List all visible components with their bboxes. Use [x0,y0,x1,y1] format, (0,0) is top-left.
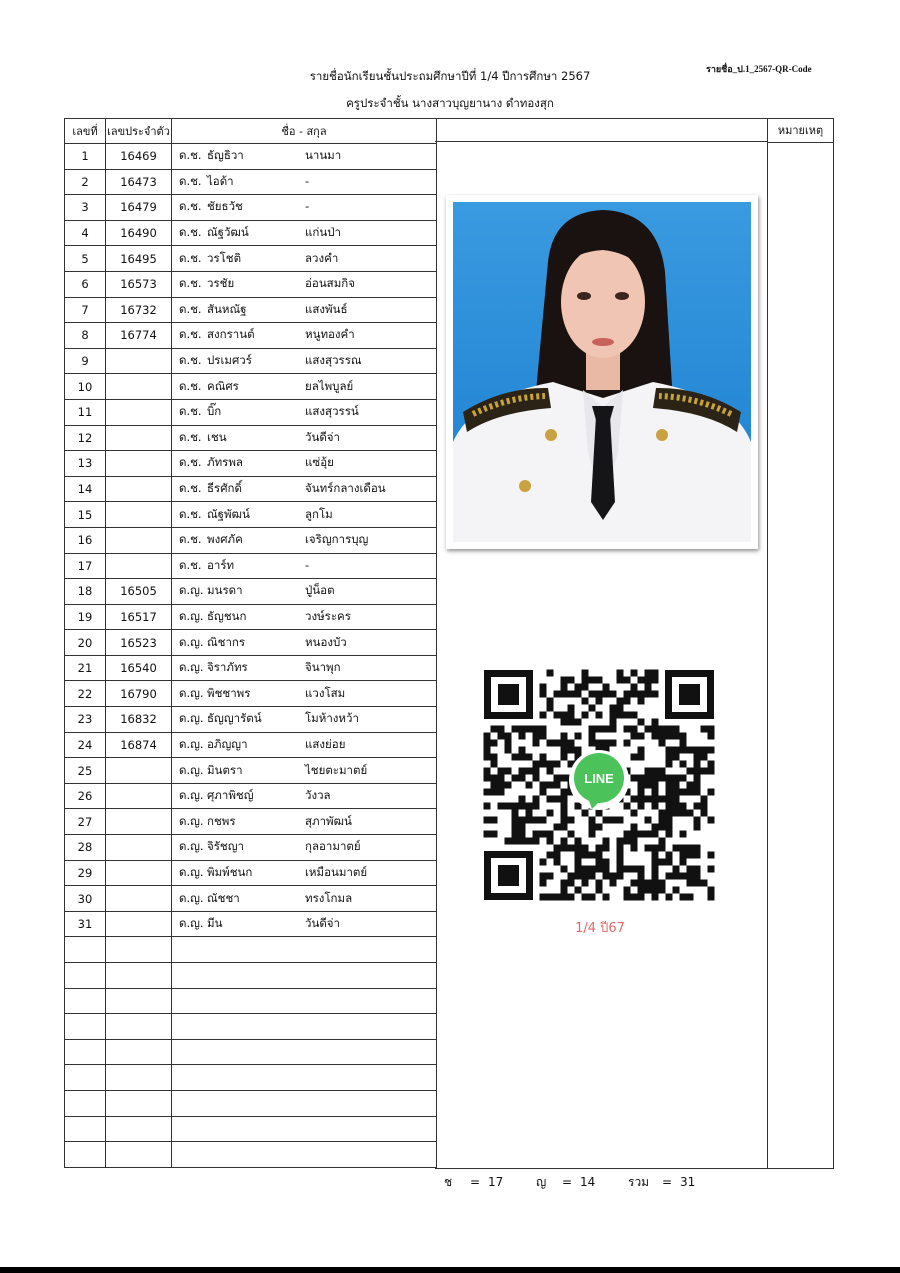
line-qr-code[interactable] [480,666,718,904]
page-bottom-edge [0,1267,900,1273]
student-number: 26 [65,783,106,809]
student-name [172,681,437,707]
name-prefix: ด.ช. [179,327,202,342]
table-row [65,271,437,297]
empty-cell [65,1142,106,1168]
teacher-photo [453,202,751,542]
first-name: บิ๊ก [207,404,222,419]
empty-row [65,937,437,963]
student-id: 16540 [106,655,172,681]
last-name: วันดีจ่า [305,429,340,444]
student-number: 16 [65,527,106,553]
student-id [106,476,172,502]
student-id: 16517 [106,604,172,630]
empty-row [65,963,437,989]
total-count: 31 [680,1175,696,1189]
student-name [172,195,437,221]
student-number: 1 [65,144,106,170]
name-prefix: ด.ญ. [179,660,204,675]
roster-body [65,144,437,1168]
student-number: 18 [65,579,106,605]
student-number: 29 [65,860,106,886]
student-name [172,860,437,886]
student-number: 8 [65,323,106,349]
table-row [65,169,437,195]
name-prefix: ด.ญ. [179,916,204,931]
table-row [65,860,437,886]
student-id [106,835,172,861]
last-name: ทรงโกมล [305,890,353,905]
student-name [172,758,437,784]
empty-cell [65,937,106,963]
student-number: 13 [65,451,106,477]
table-row [65,604,437,630]
header-remark: หมายเหตุ [768,119,833,143]
student-name [172,297,437,323]
student-id: 16732 [106,297,172,323]
student-name [172,246,437,272]
table-row [65,425,437,451]
table-row [65,758,437,784]
empty-cell [172,1014,437,1040]
name-prefix: ด.ช. [179,481,202,496]
last-name: กุลอามาตย์ [305,839,361,854]
student-number: 27 [65,809,106,835]
student-name [172,732,437,758]
first-name: ณัฐพัฒน์ [207,506,250,521]
equals-sign: = [561,1175,573,1189]
first-name: ศุภาพิชญ์ [207,788,254,803]
empty-row [65,988,437,1014]
table-row [65,911,437,937]
student-number: 7 [65,297,106,323]
student-number: 5 [65,246,106,272]
student-number: 6 [65,271,106,297]
student-name [172,886,437,912]
first-name: มินตรา [207,762,243,777]
student-name [172,707,437,733]
first-name: อาร์ท [207,557,235,572]
student-id [106,399,172,425]
empty-cell [172,1065,437,1091]
empty-cell [172,963,437,989]
last-name: อ่อนสมกิจ [305,276,355,291]
student-id [106,374,172,400]
student-name [172,374,437,400]
student-name [172,399,437,425]
student-id: 16490 [106,220,172,246]
last-name: ลูกโม [305,506,333,521]
table-row [65,527,437,553]
student-id: 16479 [106,195,172,221]
name-prefix: ด.ช. [179,225,202,240]
last-name: ไชยตะมาตย์ [305,762,368,777]
first-name: คณิศร [207,378,239,393]
empty-cell [106,1014,172,1040]
last-name: - [305,173,310,188]
student-number: 24 [65,732,106,758]
first-name: พงศภัค [207,532,243,547]
student-id [106,886,172,912]
student-name [172,271,437,297]
empty-cell [106,988,172,1014]
empty-cell [65,1090,106,1116]
student-id: 16573 [106,271,172,297]
student-name [172,527,437,553]
last-name: วังวล [305,788,331,803]
student-number: 23 [65,707,106,733]
name-prefix: ด.ญ. [179,634,204,649]
student-name [172,502,437,528]
student-id [106,348,172,374]
student-id: 16774 [106,323,172,349]
name-prefix: ด.ญ. [179,788,204,803]
empty-cell [172,1116,437,1142]
empty-cell [172,1090,437,1116]
first-name: ไอด้า [207,173,234,188]
table-row [65,195,437,221]
first-name: ธัญธิวา [207,148,244,163]
first-name: สันหณัฐ [207,301,247,316]
name-prefix: ด.ช. [179,455,202,470]
student-number: 19 [65,604,106,630]
table-row [65,399,437,425]
empty-cell [106,1065,172,1091]
student-number: 10 [65,374,106,400]
student-id [106,911,172,937]
first-name: ธีรศักดิ์ [207,481,242,496]
header-name: ชื่อ - สกุล [172,119,437,144]
student-number: 20 [65,630,106,656]
header-number: เลขที่ [65,119,106,144]
table-row [65,783,437,809]
empty-row [65,1039,437,1065]
student-name [172,451,437,477]
page-title: รายชื่อนักเรียนชั้นประถมศึกษาปีที่ 1/4 ปีการศึกษา 2567 [309,69,591,83]
table-row [65,502,437,528]
table-row [65,707,437,733]
qr-caption: 1/4 ปี67 [575,921,625,936]
name-prefix: ด.ช. [179,378,202,393]
last-name: แวงโสม [305,685,346,700]
empty-cell [106,937,172,963]
last-name: หนองบัว [305,634,347,649]
first-name: พิชชาพร [207,685,251,700]
name-prefix: ด.ช. [179,429,202,444]
student-id: 16505 [106,579,172,605]
table-row [65,835,437,861]
last-name: สุภาพัฒน์ [305,813,352,828]
first-name: อภิญญา [207,736,248,751]
student-number: 11 [65,399,106,425]
last-name: ปู่น็อต [305,583,335,598]
first-name: กชพร [207,813,236,828]
student-id [106,809,172,835]
student-number: 30 [65,886,106,912]
student-number: 22 [65,681,106,707]
male-label: ช [444,1175,453,1189]
last-name: ยลไพบูลย์ [305,378,354,393]
name-prefix: ด.ช. [179,276,202,291]
header-student-id: เลขประจำตัว [106,119,172,144]
last-name: จันทร์กลางเดือน [305,481,386,496]
last-name: โมห้างหว้า [305,711,359,726]
first-name: วรชัย [207,276,235,291]
student-name [172,911,437,937]
first-name: ณัชชา [207,890,240,905]
name-prefix: ด.ญ. [179,839,204,854]
last-name: - [305,199,310,214]
last-name: - [305,557,310,572]
student-id [106,451,172,477]
empty-row [65,1142,437,1168]
student-name [172,809,437,835]
student-number: 3 [65,195,106,221]
first-name: ณิชากร [207,634,246,649]
student-name [172,169,437,195]
table-row [65,374,437,400]
student-number: 31 [65,911,106,937]
first-name: สงกรานต์ [207,327,255,342]
table-row [65,630,437,656]
first-name: เชน [207,429,227,444]
name-prefix: ด.ช. [179,404,202,419]
empty-cell [65,1116,106,1142]
student-number: 17 [65,553,106,579]
table-header-row [65,119,437,144]
name-prefix: ด.ญ. [179,864,204,879]
document-code: รายชื่อ_ป.1_2567-QR-Code [706,64,812,74]
table-row [65,220,437,246]
first-name: วรโชติ [207,250,242,265]
last-name: นานมา [305,148,342,163]
teacher-photo-frame [446,195,758,549]
student-name [172,553,437,579]
student-totals [444,1173,728,1192]
last-name: แก่นป่า [305,225,341,240]
student-id: 16832 [106,707,172,733]
last-name: แสงย่อย [305,736,346,751]
name-prefix: ด.ญ. [179,711,204,726]
student-name [172,579,437,605]
first-name: ชัยธวัช [207,199,243,214]
empty-cell [65,1065,106,1091]
table-row [65,681,437,707]
female-count: 14 [580,1175,596,1189]
name-prefix: ด.ช. [179,532,202,547]
table-row [65,451,437,477]
empty-row [65,1090,437,1116]
student-id [106,527,172,553]
remark-column [767,118,834,1169]
student-id: 16495 [106,246,172,272]
total-label: รวม [628,1175,650,1189]
student-id [106,553,172,579]
student-number: 9 [65,348,106,374]
name-prefix: ด.ช. [179,148,202,163]
last-name: วันดีจ่า [305,916,340,931]
student-id: 16523 [106,630,172,656]
student-name [172,655,437,681]
first-name: ภัทรพล [207,455,243,470]
student-number: 15 [65,502,106,528]
student-id: 16874 [106,732,172,758]
last-name: แสงพันธ์ [305,301,348,316]
name-prefix: ด.ญ. [179,685,204,700]
empty-cell [65,963,106,989]
name-prefix: ด.ช. [179,353,202,368]
student-name [172,783,437,809]
empty-cell [65,1039,106,1065]
equals-sign: = [469,1175,481,1189]
name-prefix: ด.ช. [179,250,202,265]
female-label: ญ [536,1175,547,1189]
table-row [65,323,437,349]
empty-cell [106,1116,172,1142]
name-prefix: ด.ช. [179,301,202,316]
student-id [106,502,172,528]
first-name: ปรเมศวร์ [207,353,252,368]
table-row [65,886,437,912]
student-number: 4 [65,220,106,246]
student-id [106,860,172,886]
homeroom-teacher: ครูประจำชั้น นางสาวบุญยานาง ดำทองสุก [346,96,554,110]
student-name [172,835,437,861]
first-name: มีน [207,916,223,931]
table-row [65,553,437,579]
student-name [172,220,437,246]
equals-sign: = [661,1175,673,1189]
name-prefix: ด.ญ. [179,762,204,777]
student-number: 28 [65,835,106,861]
student-number: 2 [65,169,106,195]
table-row [65,297,437,323]
name-prefix: ด.ช. [179,506,202,521]
first-name: จิรัชญา [207,839,244,854]
student-id [106,783,172,809]
empty-cell [172,1142,437,1168]
svg-text:LINE: LINE [584,771,614,786]
student-name [172,144,437,170]
student-name [172,348,437,374]
empty-row [65,1116,437,1142]
table-row [65,144,437,170]
empty-cell [106,1142,172,1168]
name-prefix: ด.ญ. [179,813,204,828]
table-row [65,348,437,374]
first-name: ธัญญารัตน์ [207,711,262,726]
last-name: วงษ์ระคร [305,608,351,623]
student-roster-table [64,118,437,1168]
student-number: 21 [65,655,106,681]
empty-cell [172,937,437,963]
student-id [106,758,172,784]
last-name: จินาพุก [305,660,341,675]
empty-cell [106,1039,172,1065]
empty-row [65,1065,437,1091]
empty-cell [172,1039,437,1065]
empty-row [65,1014,437,1040]
student-name [172,604,437,630]
last-name: แสงสุวรรณ [305,353,362,368]
last-name: ลวงคำ [305,250,339,265]
student-name [172,630,437,656]
name-prefix: ด.ช. [179,557,202,572]
last-name: แสงสุวรรน์ [305,404,359,419]
student-number: 25 [65,758,106,784]
student-id [106,425,172,451]
name-prefix: ด.ญ. [179,608,204,623]
first-name: พิมพ์ชนก [207,864,253,879]
student-name [172,476,437,502]
empty-cell [65,1014,106,1040]
last-name: หนูทองคำ [305,327,355,342]
empty-cell [106,1090,172,1116]
first-name: มนรดา [207,583,243,598]
table-row [65,732,437,758]
student-id: 16473 [106,169,172,195]
name-prefix: ด.ญ. [179,583,204,598]
first-name: ธัญชนก [207,608,247,623]
table-row [65,809,437,835]
student-number: 14 [65,476,106,502]
student-number: 12 [65,425,106,451]
last-name: เจริญการบุญ [305,532,369,547]
empty-cell [65,988,106,1014]
student-name [172,425,437,451]
name-prefix: ด.ช. [179,199,202,214]
student-id: 16469 [106,144,172,170]
name-prefix: ด.ช. [179,173,202,188]
first-name: จิราภัทร [207,660,248,675]
table-row [65,246,437,272]
name-prefix: ด.ญ. [179,890,204,905]
last-name: เหมือนมาตย์ [305,864,368,879]
first-name: ณัฐวัฒน์ [207,225,249,240]
header-divider [435,141,768,142]
empty-cell [106,963,172,989]
name-prefix: ด.ญ. [179,736,204,751]
table-row [65,655,437,681]
table-row [65,579,437,605]
table-row [65,476,437,502]
student-name [172,323,437,349]
qr-code-image[interactable] [480,666,718,904]
student-id: 16790 [106,681,172,707]
empty-cell [172,988,437,1014]
male-count: 17 [488,1175,504,1189]
last-name: แซ่อุ้ย [305,455,334,470]
